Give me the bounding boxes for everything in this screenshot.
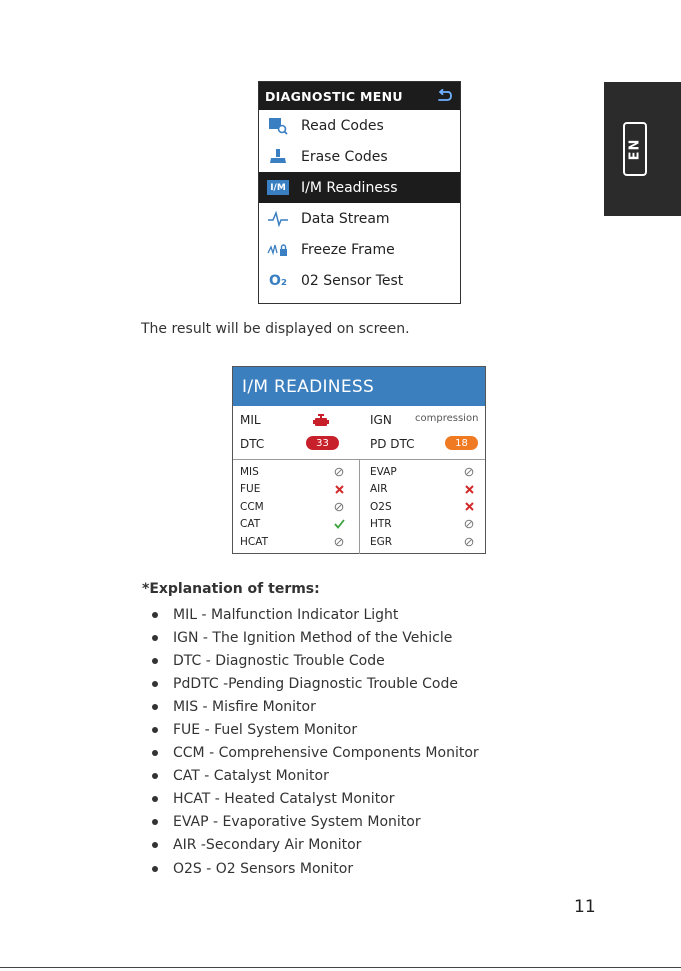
bullet-icon (152, 704, 158, 710)
explanation-list (152, 603, 479, 880)
monitor-name: HCAT (240, 535, 269, 548)
engine-icon (313, 414, 329, 427)
diagnostic-menu-screenshot (258, 81, 461, 304)
ign-value: compression (415, 413, 479, 424)
pd-dtc-label: PD DTC (370, 437, 415, 451)
bottom-rule (0, 967, 681, 968)
cross-icon (463, 501, 475, 513)
monitor-name: CAT (240, 518, 261, 530)
explanation-item (152, 626, 479, 649)
monitor-name: MIS (240, 465, 259, 478)
menu-item-label: I/M Readiness (301, 179, 398, 196)
bullet-icon (152, 842, 158, 848)
bullet-icon (152, 635, 158, 641)
menu-item-label: Read Codes (301, 117, 384, 134)
not-available-icon (333, 536, 345, 548)
menu-item-label: Freeze Frame (301, 241, 395, 258)
monitor-name: O2S (370, 500, 392, 513)
monitor-divider (359, 460, 360, 554)
explanation-text: CCM - Comprehensive Components Monitor (173, 745, 479, 762)
monitor-name: AIR (370, 483, 388, 495)
not-available-icon (463, 466, 475, 478)
monitor-name: EVAP (370, 465, 397, 478)
explanation-text: MIL - Malfunction Indicator Light (173, 606, 399, 623)
bullet-icon (152, 866, 158, 872)
pd-dtc-count-badge: 18 (445, 436, 478, 450)
bullet-icon (152, 819, 158, 825)
dtc-count-badge: 33 (306, 436, 339, 450)
explanation-item (152, 649, 479, 672)
mil-label: MIL (240, 413, 261, 427)
data-stream-icon (267, 210, 289, 228)
explanation-item (152, 742, 479, 765)
im-readiness-title: I/M READINESS (233, 367, 485, 406)
explanation-text: FUE - Fuel System Monitor (173, 722, 358, 739)
freeze-frame-icon (267, 241, 289, 259)
language-tab (604, 82, 681, 216)
explanation-item (152, 857, 479, 880)
im-summary (233, 406, 485, 460)
not-available-icon (463, 518, 475, 530)
back-arrow-icon (434, 89, 452, 103)
explanation-text: CAT - Catalyst Monitor (173, 768, 329, 785)
explanation-item (152, 718, 479, 741)
im-icon: I/M (267, 179, 289, 197)
dtc-label: DTC (240, 437, 265, 451)
bullet-icon (152, 681, 158, 687)
explanation-text: O2S - O2 Sensors Monitor (173, 860, 354, 877)
bullet-icon (152, 796, 158, 802)
menu-item-erase-codes[interactable] (259, 141, 460, 172)
result-description: The result will be displayed on screen. (141, 321, 410, 337)
erase-codes-icon (267, 148, 289, 166)
im-readiness-screenshot (232, 366, 486, 554)
o2-sensor-icon: O₂ (268, 272, 288, 289)
explanation-item (152, 788, 479, 811)
explanation-title: *Explanation of terms: (142, 581, 320, 597)
bullet-icon (152, 727, 158, 733)
page-number: 11 (574, 897, 596, 917)
explanation-item (152, 811, 479, 834)
monitor-grid (233, 460, 485, 554)
not-available-icon (463, 536, 475, 548)
explanation-item (152, 834, 479, 857)
explanation-item (152, 765, 479, 788)
explanation-text: MIS - Misfire Monitor (173, 698, 316, 715)
explanation-item (152, 672, 479, 695)
read-codes-icon (267, 117, 289, 135)
explanation-item (152, 603, 479, 626)
diagnostic-menu-title: DIAGNOSTIC MENU (265, 88, 403, 104)
ign-label: IGN (370, 413, 392, 427)
explanation-text: AIR -Secondary Air Monitor (173, 837, 362, 854)
not-available-icon (333, 501, 345, 513)
menu-item-label: Data Stream (301, 210, 390, 227)
monitor-name: EGR (370, 535, 393, 548)
explanation-text: HCAT - Heated Catalyst Monitor (173, 791, 395, 808)
cross-icon (463, 483, 475, 495)
bullet-icon (152, 612, 158, 618)
menu-item-freeze-frame[interactable] (259, 234, 460, 265)
explanation-text: DTC - Diagnostic Trouble Code (173, 652, 385, 669)
explanation-text: EVAP - Evaporative System Monitor (173, 814, 421, 831)
cross-icon (333, 483, 345, 495)
language-label: EN (627, 138, 643, 160)
menu-item-label: 02 Sensor Test (301, 272, 404, 289)
check-icon (333, 518, 345, 530)
not-available-icon (333, 466, 345, 478)
menu-item-data-stream[interactable] (259, 203, 460, 234)
monitor-name: CCM (240, 500, 264, 513)
explanation-item (152, 695, 479, 718)
explanation-text: IGN - The Ignition Method of the Vehicle (173, 629, 453, 646)
bullet-icon (152, 750, 158, 756)
monitor-name: HTR (370, 518, 392, 530)
bullet-icon (152, 658, 158, 664)
monitor-name: FUE (240, 483, 261, 495)
language-badge (623, 122, 647, 176)
diagnostic-menu-header (259, 82, 460, 110)
menu-item-read-codes[interactable] (259, 110, 460, 141)
bullet-icon (152, 773, 158, 779)
explanation-text: PdDTC -Pending Diagnostic Trouble Code (173, 675, 458, 692)
menu-item-label: Erase Codes (301, 148, 388, 165)
menu-item-im-readiness[interactable] (259, 172, 460, 203)
menu-item-o2-sensor-test[interactable] (259, 265, 460, 296)
